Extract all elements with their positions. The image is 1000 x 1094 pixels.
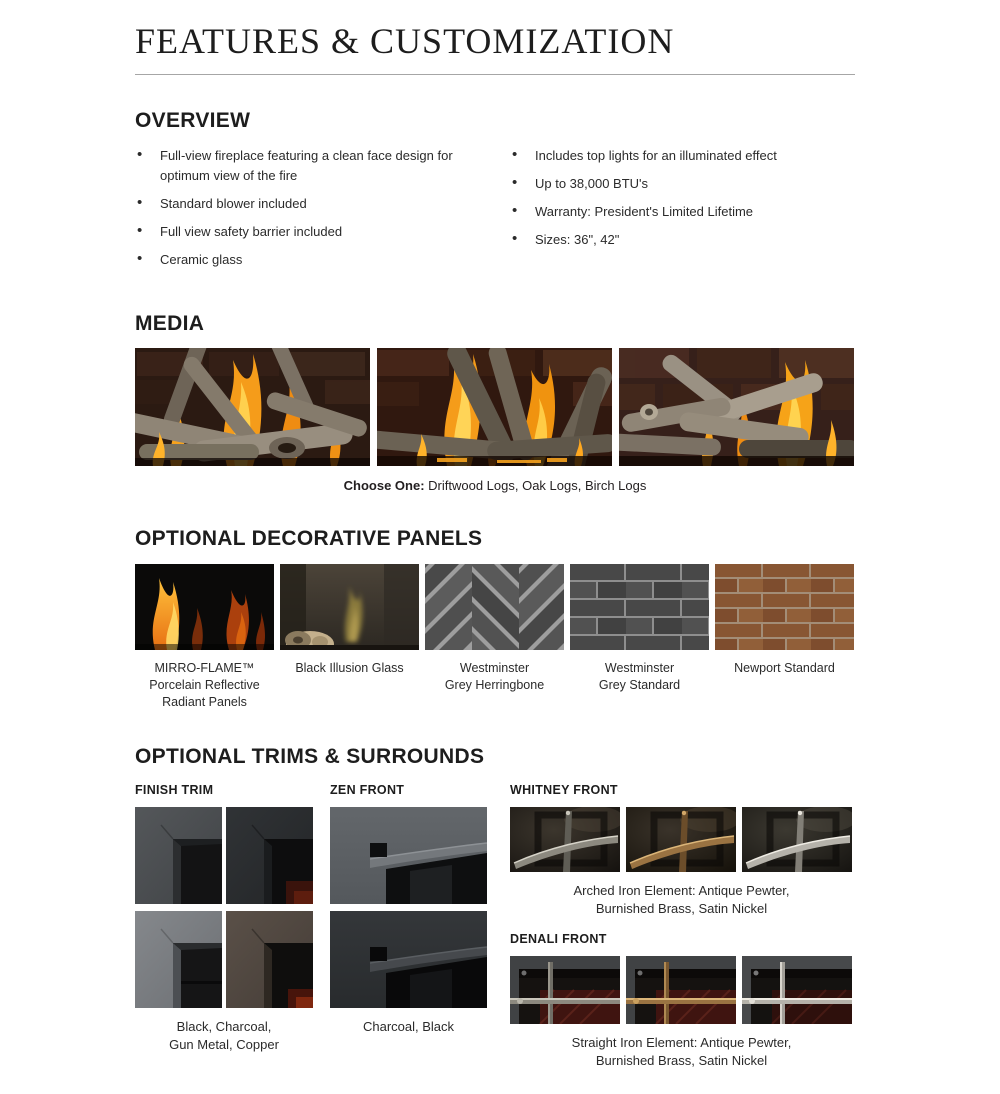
zen-front-image-black	[330, 911, 487, 1008]
iron-fronts-column	[510, 783, 853, 1070]
overview-heading: OVERVIEW	[135, 109, 251, 132]
section-overview	[135, 109, 855, 278]
bullet-item	[135, 194, 495, 214]
finish-trim-image-3	[135, 911, 222, 1008]
media-image-driftwood-logs	[135, 348, 370, 466]
whitney-front-row	[510, 807, 853, 872]
bullet-text: Full-view fireplace featuring a clean face design for optimum view of the fire	[160, 148, 453, 183]
panel-caption: Westminster Grey Standard	[598, 661, 681, 692]
whitney-front-caption: Arched Iron Element: Antique Pewter, Burnished Brass, Satin Nickel	[573, 883, 790, 916]
zen-front-heading: ZEN FRONT	[330, 783, 405, 797]
overview-bullet-list-left	[135, 146, 510, 270]
media-image-row	[135, 348, 855, 466]
whitney-front-image-antique-pewter	[510, 807, 620, 872]
panel-image-mirro-flame	[135, 564, 274, 650]
bullet-text: Up to 38,000 BTU's	[535, 176, 649, 191]
media-caption-value: Driftwood Logs, Oak Logs, Birch Logs	[424, 478, 647, 493]
section-panels	[135, 527, 855, 711]
finish-trim-grid	[135, 807, 313, 1008]
section-trims	[135, 745, 855, 1070]
whitney-front-heading: WHITNEY FRONT	[510, 783, 618, 797]
panel-image-westminster-grey-standard	[570, 564, 709, 650]
media-heading: MEDIA	[135, 312, 205, 335]
finish-trim-caption: Black, Charcoal, Gun Metal, Copper	[169, 1019, 279, 1052]
denali-front-row	[510, 956, 853, 1024]
bullet-item	[510, 146, 855, 166]
section-media	[135, 312, 855, 493]
bullet-item	[510, 230, 855, 250]
finish-trim-heading: FINISH TRIM	[135, 783, 214, 797]
bullet-item	[510, 202, 855, 222]
page-title: FEATURES & CUSTOMIZATION	[135, 21, 675, 61]
denali-front-heading: DENALI FRONT	[510, 932, 607, 946]
finish-trim-image-1	[135, 807, 222, 904]
panel-caption: Newport Standard	[734, 661, 835, 675]
panel-image-row	[135, 564, 855, 711]
denali-front-image-antique-pewter	[510, 956, 620, 1024]
bullet-text: Warranty: President's Limited Lifetime	[535, 204, 754, 219]
finish-trim-column	[135, 783, 313, 1070]
trims-heading: OPTIONAL TRIMS & SURROUNDS	[135, 745, 485, 768]
bullet-text: Full view safety barrier included	[160, 224, 343, 239]
bullet-text: Includes top lights for an illuminated effect	[535, 148, 777, 163]
panel-item	[570, 564, 709, 711]
panel-caption: Westminster Grey Herringbone	[444, 661, 545, 692]
bullet-item	[510, 174, 855, 194]
finish-trim-image-2	[226, 807, 313, 904]
bullet-item	[135, 250, 495, 270]
bullet-text: Sizes: 36", 42"	[535, 232, 620, 247]
finish-trim-image-4	[226, 911, 313, 1008]
panel-image-black-illusion-glass	[280, 564, 419, 650]
whitney-front-image-burnished-brass	[626, 807, 736, 872]
panel-item	[135, 564, 274, 711]
zen-front-stack	[330, 807, 487, 1008]
media-caption	[135, 478, 855, 493]
panel-image-newport-standard	[715, 564, 854, 650]
zen-front-caption: Charcoal, Black	[362, 1019, 455, 1034]
bullet-item	[135, 222, 495, 242]
media-image-oak-logs	[377, 348, 612, 466]
panel-item	[280, 564, 419, 711]
panels-heading: OPTIONAL DECORATIVE PANELS	[135, 527, 483, 550]
panel-caption: MIRRO-FLAME™ Porcelain Reflective Radiant Panels	[149, 661, 260, 709]
title-divider	[135, 74, 855, 75]
denali-front-image-satin-nickel	[742, 956, 852, 1024]
overview-bullet-list-right	[510, 146, 855, 250]
panel-caption: Black Illusion Glass	[295, 661, 404, 675]
denali-front-caption: Straight Iron Element: Antique Pewter, Burnished Brass, Satin Nickel	[571, 1035, 792, 1068]
panel-item	[425, 564, 564, 711]
bullet-text: Standard blower included	[160, 196, 307, 211]
bullet-text: Ceramic glass	[160, 252, 243, 267]
zen-front-image-charcoal	[330, 807, 487, 904]
whitney-front-image-satin-nickel	[742, 807, 852, 872]
bullet-item	[135, 146, 495, 186]
panel-image-westminster-grey-herringbone	[425, 564, 564, 650]
denali-front-image-burnished-brass	[626, 956, 736, 1024]
panel-item	[715, 564, 854, 711]
media-caption-label: Choose One:	[343, 478, 425, 493]
media-image-birch-logs	[619, 348, 854, 466]
zen-front-column	[330, 783, 487, 1070]
